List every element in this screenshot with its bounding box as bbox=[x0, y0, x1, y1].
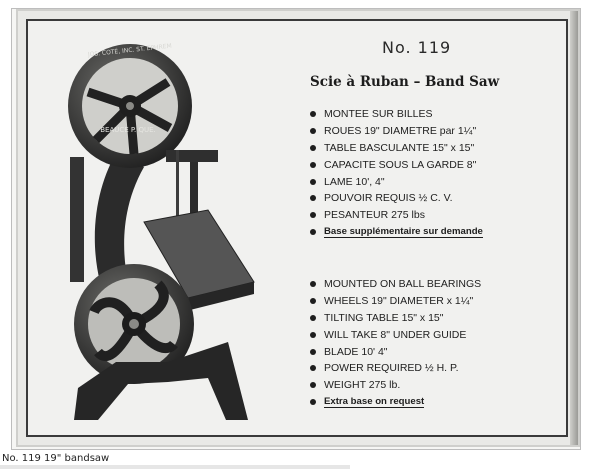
bullet-icon bbox=[310, 162, 316, 168]
spec-item: MOUNTED ON BALL BEARINGS bbox=[310, 276, 481, 293]
catalog-number: No. 119 bbox=[382, 38, 452, 57]
bullet-icon bbox=[310, 281, 316, 287]
caption-divider bbox=[0, 465, 350, 469]
rear-post bbox=[70, 157, 84, 282]
spec-item: WILL TAKE 8" UNDER GUIDE bbox=[310, 326, 481, 343]
spec-item: PESANTEUR 275 lbs bbox=[310, 207, 483, 224]
spec-item: WEIGHT 275 lb. bbox=[310, 377, 481, 394]
bullet-icon bbox=[310, 111, 316, 117]
bullet-icon bbox=[310, 195, 316, 201]
product-title: Scie à Ruban – Band Saw bbox=[310, 74, 500, 90]
bullet-icon bbox=[310, 128, 316, 134]
spec-item-extra-base: Base supplémentaire sur demande bbox=[310, 224, 483, 241]
image-caption: No. 119 19" bandsaw bbox=[2, 453, 110, 464]
spec-item: POUVOIR REQUIS ½ C. V. bbox=[310, 190, 483, 207]
spec-item: TILTING TABLE 15" x 15" bbox=[310, 310, 481, 327]
bullet-icon bbox=[310, 179, 316, 185]
bullet-icon bbox=[310, 332, 316, 338]
spec-item: LAME 10', 4" bbox=[310, 173, 483, 190]
bullet-icon bbox=[310, 145, 316, 151]
bullet-icon bbox=[310, 298, 316, 304]
spec-item: POWER REQUIRED ½ H. P. bbox=[310, 360, 481, 377]
bullet-icon bbox=[310, 229, 316, 235]
page-edge-shadow bbox=[570, 11, 578, 445]
bandsaw-frame bbox=[95, 150, 144, 282]
bullet-icon bbox=[310, 315, 316, 321]
bullet-icon bbox=[310, 365, 316, 371]
spec-item-extra-base: Extra base on request bbox=[310, 394, 481, 411]
upper-guide-arm bbox=[166, 150, 218, 162]
bullet-icon bbox=[310, 382, 316, 388]
bullet-icon bbox=[310, 349, 316, 355]
spec-item: BLADE 10' 4" bbox=[310, 343, 481, 360]
wheel-inscription-top: JOS. COTÉ, INC. ST. EPHREM bbox=[87, 42, 173, 59]
spec-item: ROUES 19" DIAMETRE par 1¼" bbox=[310, 123, 483, 140]
wheel-inscription-bottom: BEAUCE P. QUE. bbox=[100, 126, 156, 134]
spec-item: MONTEE SUR BILLES bbox=[310, 106, 483, 123]
bullet-icon bbox=[310, 399, 316, 405]
specs-english bbox=[310, 276, 481, 410]
bullet-icon bbox=[310, 212, 316, 218]
upper-wheel bbox=[68, 44, 192, 168]
spec-item: WHEELS 19" DIAMETER x 1¼" bbox=[310, 293, 481, 310]
spec-item: CAPACITE SOUS LA GARDE 8" bbox=[310, 156, 483, 173]
spec-item: TABLE BASCULANTE 15" x 15" bbox=[310, 140, 483, 157]
bandsaw-illustration bbox=[58, 32, 278, 424]
specs-french bbox=[310, 106, 483, 240]
